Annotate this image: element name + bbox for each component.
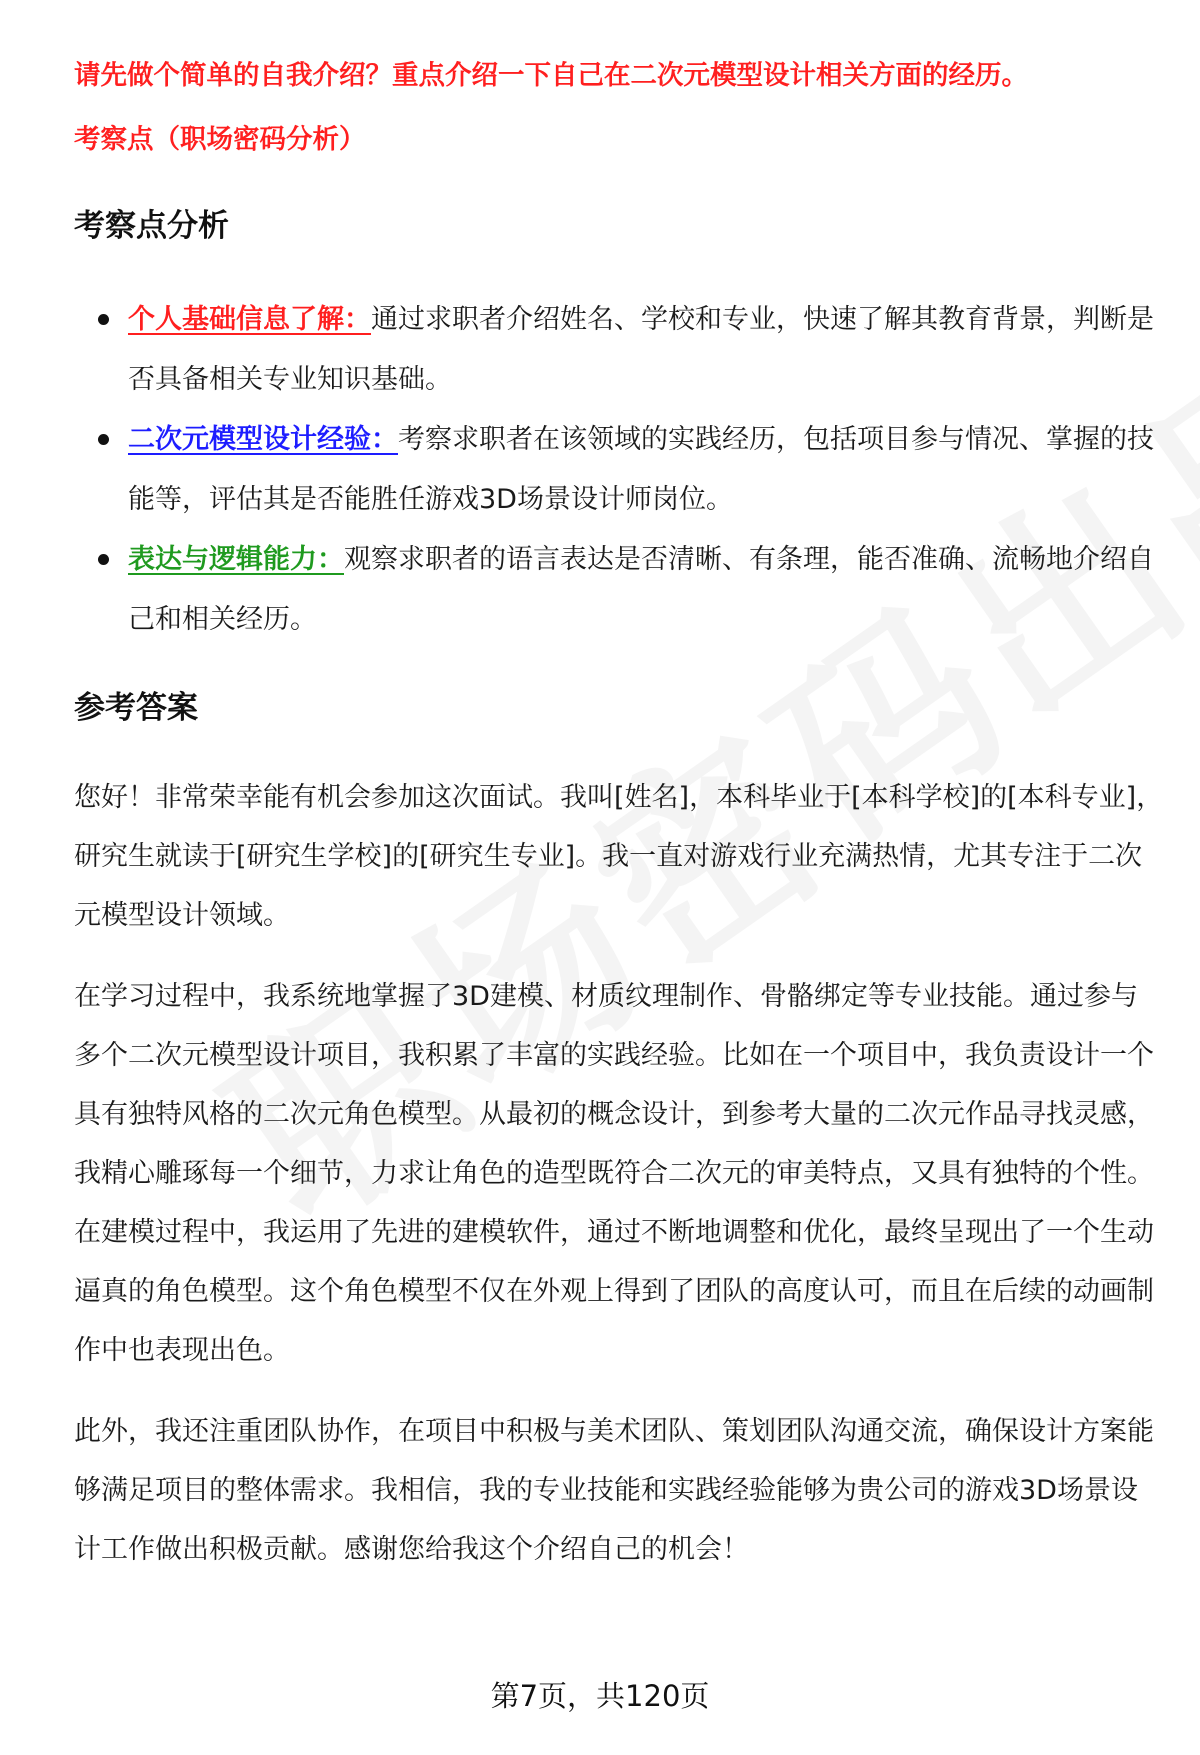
analysis-point	[74, 410, 1164, 530]
point-text: 考察求职者在该领域的实践经历，包括项目参与情况、掌握的技能等，评估其是否能胜任游戏3D场景设计师岗位。	[128, 424, 1154, 515]
answer-heading: 参考答案	[74, 690, 198, 726]
answer-paragraph: 此外，我还注重团队协作，在项目中积极与美术团队、策划团队沟通交流，确保设计方案能够满足项目的整体需求。我相信，我的专业技能和实践经验能够为贵公司的游戏3D场景设计工作做出积极贡献。感谢您给我这个介绍自己的机会！	[74, 1416, 1154, 1565]
answer-paragraph: 您好！非常荣幸能有机会参加这次面试。我叫[姓名]，本科毕业于[本科学校]的[本科专业]，研究生就读于[研究生学校]的[研究生专业]。我一直对游戏行业充满热情，尤其专注于二次元模型设计领域。	[74, 782, 1164, 931]
content	[74, 58, 1164, 1579]
question-subtitle: 考察点（职场密码分析）	[74, 124, 366, 155]
analysis-heading: 考察点分析	[74, 208, 229, 244]
bullet-icon	[98, 554, 109, 565]
analysis-points	[74, 290, 1164, 650]
point-text: 观察求职者的语言表达是否清晰、有条理，能否准确、流畅地介绍自己和相关经历。	[128, 544, 1154, 635]
bullet-icon	[98, 434, 109, 445]
point-label: 表达与逻辑能力：	[128, 544, 344, 575]
answer-paragraph: 在学习过程中，我系统地掌握了3D建模、材质纹理制作、骨骼绑定等专业技能。通过参与多个二次元模型设计项目，我积累了丰富的实践经验。比如在一个项目中，我负责设计一个具有独特风格的二次元角色模型。从最初的概念设计，到参考大量的二次元作品寻找灵感，我精心雕琢每一个细节，力求让角色的造型既符合二次元的审美特点，又具有独特的个性。在建模过程中，我运用了先进的建模软件，通过不断地调整和优化，最终呈现出了一个生动逼真的角色模型。这个角色模型不仅在外观上得到了团队的高度认可，而且在后续的动画制作中也表现出色。	[74, 981, 1154, 1366]
page-number: 第7页，共120页	[490, 1679, 710, 1713]
analysis-point	[74, 290, 1164, 410]
bullet-icon	[98, 314, 109, 325]
point-label: 二次元模型设计经验：	[128, 424, 398, 455]
point-label: 个人基础信息了解：	[128, 304, 371, 335]
point-text: 通过求职者介绍姓名、学校和专业，快速了解其教育背景，判断是否具备相关专业知识基础。	[128, 304, 1154, 395]
analysis-point	[74, 530, 1164, 650]
interview-question: 请先做个简单的自我介绍？重点介绍一下自己在二次元模型设计相关方面的经历。	[74, 60, 1028, 91]
